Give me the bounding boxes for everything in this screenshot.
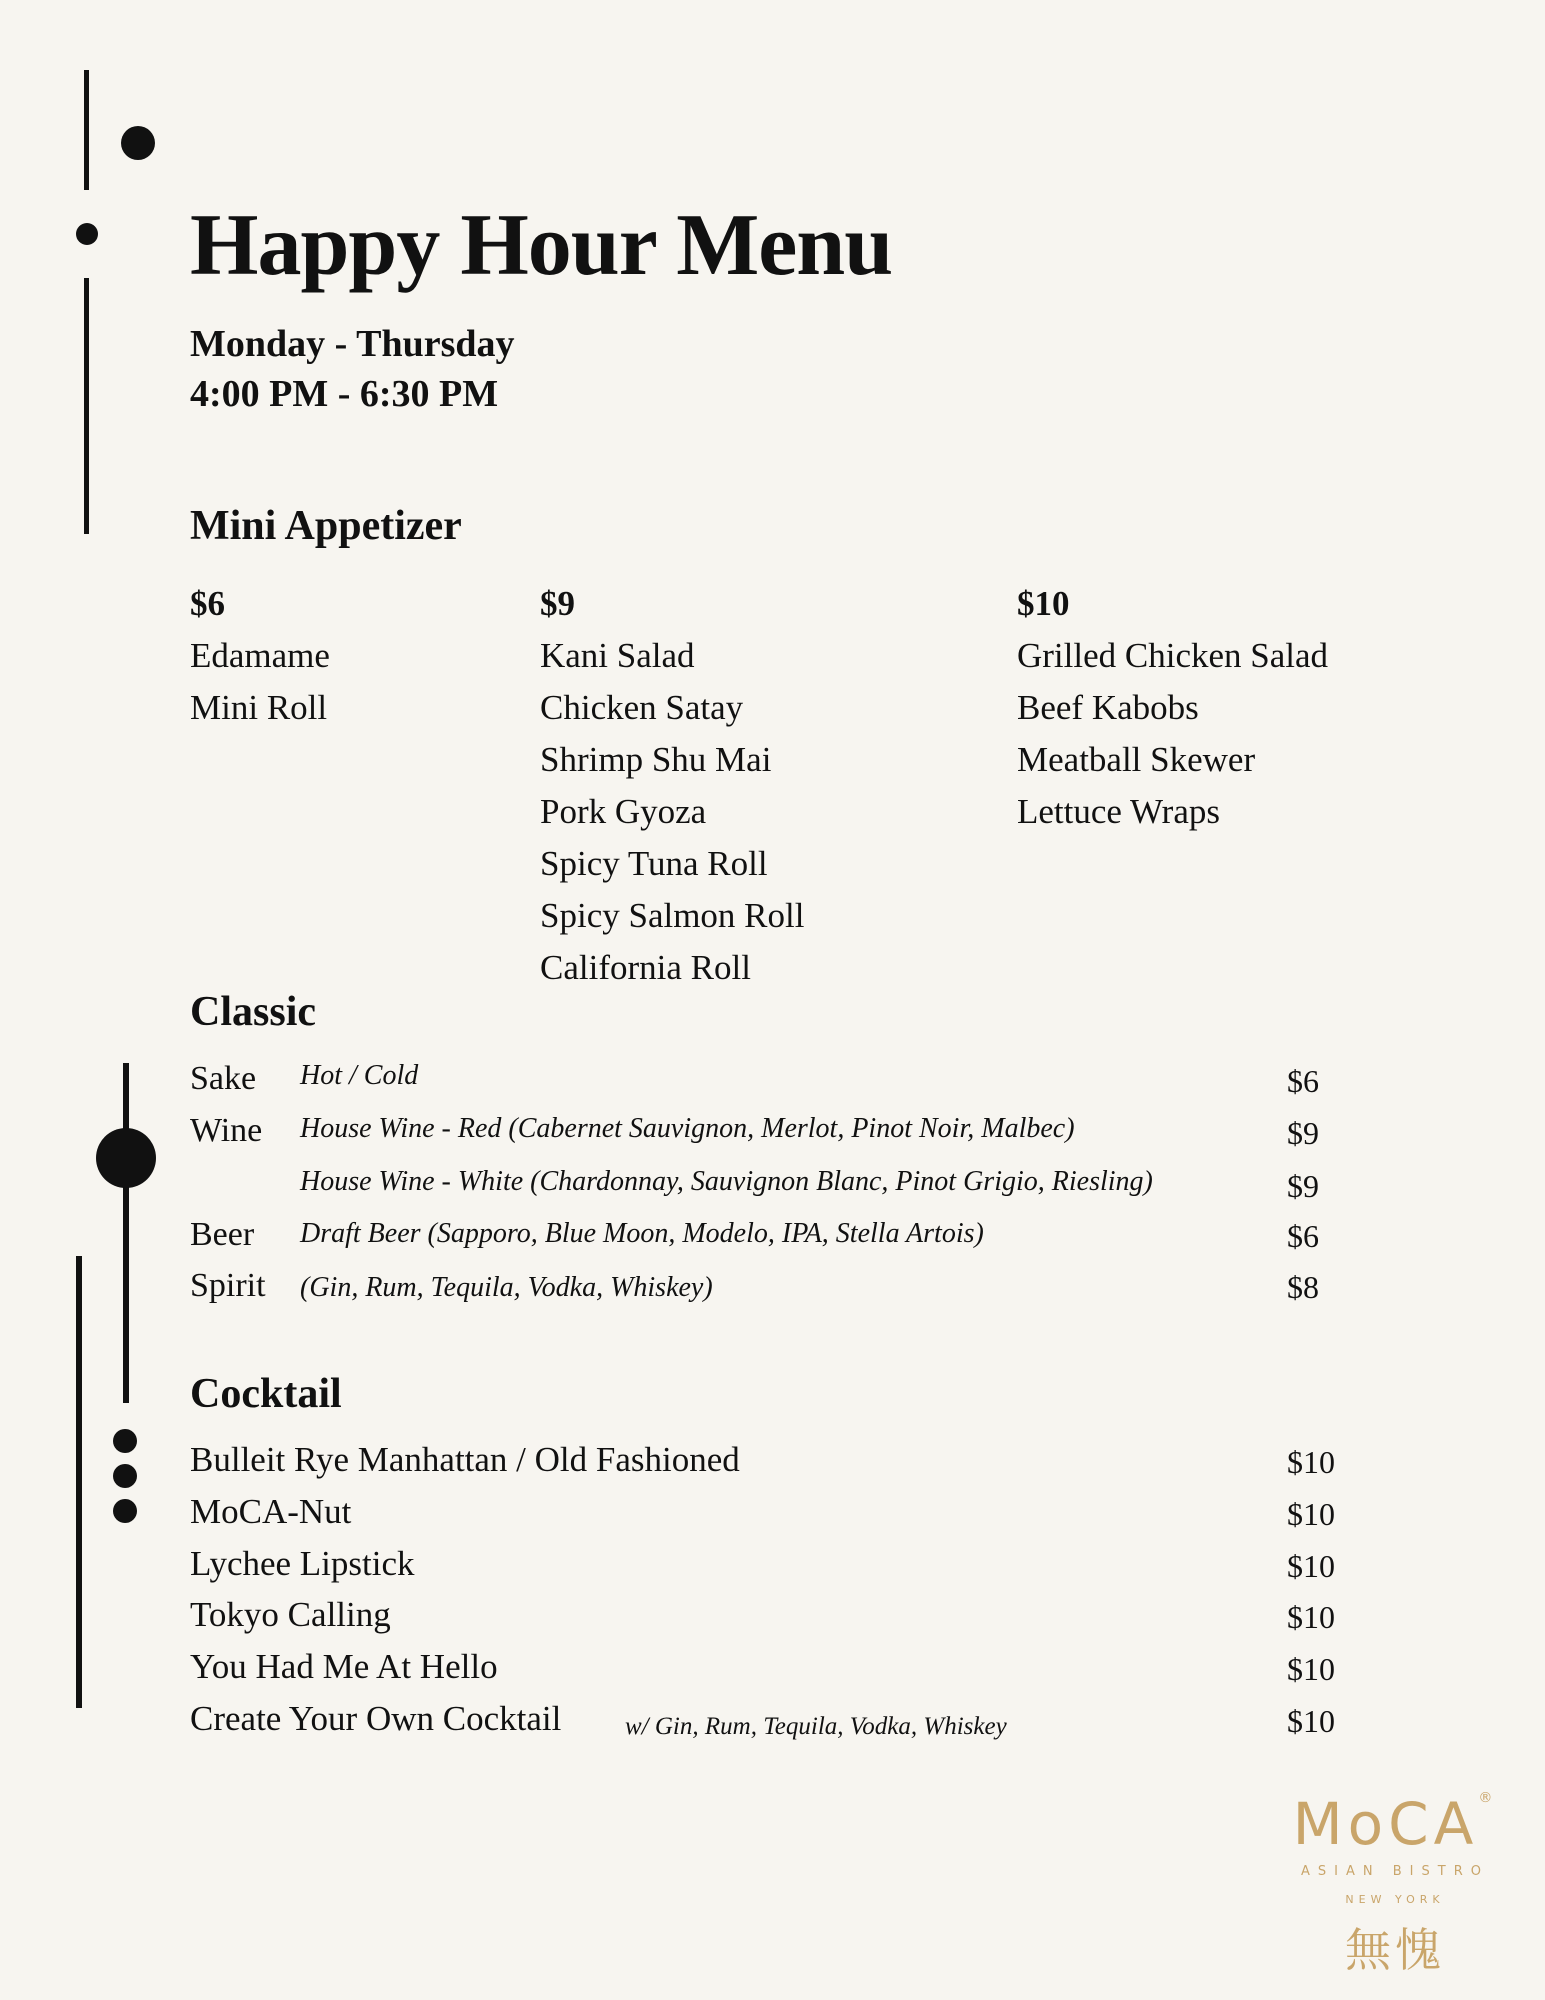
appetizer-item: Chicken Satay — [540, 688, 744, 727]
classic-price: $9 — [1287, 1168, 1319, 1204]
classic-category: Spirit — [190, 1267, 266, 1304]
cocktail-name: Create Your Own Cocktail — [190, 1699, 562, 1738]
classic-price: $9 — [1287, 1115, 1319, 1151]
logo-chinese-characters: 無愧 — [1345, 1923, 1445, 1977]
appetizer-price: $9 — [540, 584, 575, 623]
classic-price: $6 — [1287, 1218, 1319, 1254]
appetizer-item: Meatball Skewer — [1017, 740, 1256, 779]
appetizer-item: Shrimp Shu Mai — [540, 740, 772, 779]
appetizer-item: Kani Salad — [540, 636, 695, 675]
appetizer-column-10 — [1017, 578, 1328, 838]
decorative-dot-low-2 — [113, 1464, 137, 1488]
cocktail-price: $10 — [1287, 1703, 1335, 1739]
classic-category: Beer — [190, 1216, 255, 1253]
appetizer-column-9 — [540, 578, 804, 994]
classic-price: $6 — [1287, 1063, 1319, 1099]
decorative-line-left — [76, 1256, 82, 1708]
appetizer-item: Pork Gyoza — [540, 792, 707, 831]
classic-description: (Gin, Rum, Tequila, Vodka, Whiskey) — [300, 1272, 713, 1303]
decorative-dot-low-1 — [113, 1429, 137, 1453]
appetizer-column-6 — [190, 578, 330, 734]
cocktail-name: MoCA-Nut — [190, 1492, 352, 1531]
appetizer-item: California Roll — [540, 948, 751, 987]
hours-text: 4:00 PM - 6:30 PM — [190, 373, 499, 415]
appetizer-item: Grilled Chicken Salad — [1017, 636, 1329, 675]
classic-description: Draft Beer (Sapporo, Blue Moon, Modelo, IPA, Stella Artois) — [300, 1218, 984, 1249]
classic-description: House Wine - White (Chardonnay, Sauvignon Blanc, Pinot Grigio, Riesling) — [300, 1166, 1153, 1197]
moca-logo — [1270, 1790, 1520, 1980]
classic-category: Wine — [190, 1112, 263, 1149]
cocktail-note: w/ Gin, Rum, Tequila, Vodka, Whiskey — [625, 1713, 1007, 1740]
appetizer-price: $10 — [1017, 584, 1070, 623]
appetizer-item: Edamame — [190, 636, 330, 675]
page-title: Happy Hour Menu — [190, 197, 893, 294]
decorative-line-top-1 — [84, 70, 89, 190]
cocktail-price: $10 — [1287, 1599, 1335, 1635]
cocktail-name: Lychee Lipstick — [190, 1544, 415, 1583]
logo-city: NEW YORK — [1345, 1893, 1445, 1906]
classic-category: Sake — [190, 1060, 257, 1097]
classic-price: $8 — [1287, 1269, 1319, 1305]
cocktail-name: Bulleit Rye Manhattan / Old Fashioned — [190, 1440, 740, 1479]
classic-description: House Wine - Red (Cabernet Sauvignon, Merlot, Pinot Noir, Malbec) — [300, 1113, 1075, 1144]
logo-wordmark-text: MoCA — [1292, 1790, 1479, 1858]
classic-description: Hot / Cold — [300, 1060, 419, 1091]
logo-wordmark — [1270, 1790, 1520, 1858]
appetizer-item: Spicy Salmon Roll — [540, 896, 805, 935]
section-heading-cocktail: Cocktail — [190, 1371, 342, 1417]
decorative-line-top-2 — [84, 278, 89, 534]
decorative-dot-top-small — [76, 223, 98, 245]
decorative-dot-top-large — [121, 126, 155, 160]
cocktail-name: You Had Me At Hello — [190, 1647, 498, 1686]
section-heading-classic: Classic — [190, 989, 316, 1035]
appetizer-item: Spicy Tuna Roll — [540, 844, 768, 883]
days-text: Monday - Thursday — [190, 323, 515, 365]
logo-subtitle: ASIAN BISTRO — [1301, 1864, 1489, 1879]
registered-mark: ® — [1478, 1790, 1498, 1806]
appetizer-item: Mini Roll — [190, 688, 328, 727]
cocktail-price: $10 — [1287, 1651, 1335, 1687]
decorative-line-mid — [123, 1063, 129, 1403]
appetizer-price: $6 — [190, 584, 225, 623]
decorative-dot-mid-large — [96, 1128, 156, 1188]
cocktail-price: $10 — [1287, 1496, 1335, 1532]
appetizer-item: Lettuce Wraps — [1017, 792, 1220, 831]
cocktail-price: $10 — [1287, 1444, 1335, 1480]
decorative-dot-low-3 — [113, 1499, 137, 1523]
cocktail-name: Tokyo Calling — [190, 1595, 391, 1634]
appetizer-item: Beef Kabobs — [1017, 688, 1199, 727]
section-heading-appetizer: Mini Appetizer — [190, 503, 462, 549]
cocktail-price: $10 — [1287, 1548, 1335, 1584]
